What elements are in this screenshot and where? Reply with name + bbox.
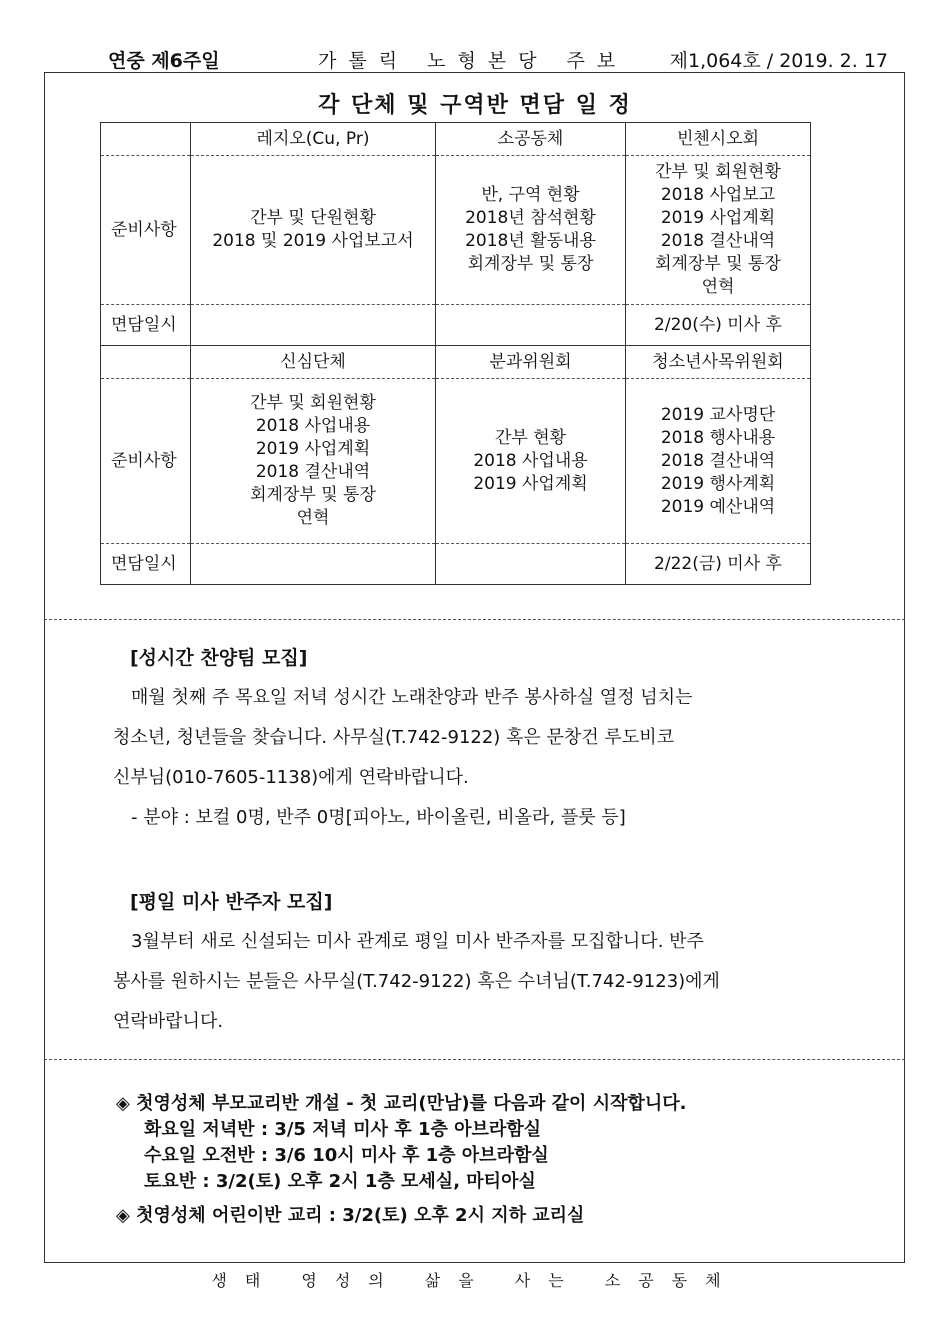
meeting-cell: 2/22(금) 미사 후: [626, 544, 811, 585]
choir-line: 신부님(010-7605-1138)에게 연락바랍니다.: [113, 767, 469, 788]
meeting-cell: [436, 544, 626, 585]
prep-cell: 간부 및 회원현황 2018 사업내용 2019 사업계획 2018 결산내역 회계장부 및 통장 연혁: [191, 379, 436, 544]
group-header-vincent: 빈첸시오회: [626, 123, 811, 156]
liturgical-week: 연중 제6주일: [108, 50, 220, 72]
group-header-committee: 분과위원회: [436, 346, 626, 379]
meeting-cell: [191, 544, 436, 585]
group-header-youth: 청소년사목위원회: [626, 346, 811, 379]
choir-line: - 분야 : 보컬 0명, 반주 0명[피아노, 바이올린, 비올라, 플룻 등]: [131, 807, 626, 828]
prep-cell: 간부 및 회원현황 2018 사업보고 2019 사업계획 2018 결산내역 회계장부 및 통장 연혁: [626, 156, 811, 305]
issue-number-date: 제1,064호 / 2019. 2. 17: [669, 50, 888, 72]
group-header-small-community: 소공동체: [436, 123, 626, 156]
table-row: [101, 156, 811, 305]
table-row: [101, 544, 811, 585]
row-label-prep: 준비사항: [101, 156, 191, 305]
row-label-meeting: 면담일시: [101, 544, 191, 585]
choir-body: [113, 678, 813, 838]
meeting-cell: [191, 305, 436, 346]
section-divider: [44, 1059, 905, 1060]
diamond-bullet-icon: ◈: [116, 1093, 130, 1114]
row-label-prep: 준비사항: [101, 379, 191, 544]
bulletin-header: [108, 46, 888, 72]
table-row: [101, 123, 811, 156]
organist-line: 3월부터 새로 신설되는 미사 관계로 평일 미사 반주자를 모집합니다. 반주: [131, 931, 704, 952]
group-header-devotional: 신심단체: [191, 346, 436, 379]
schedule-table: [100, 122, 811, 585]
diamond-bullet-icon: ◈: [116, 1205, 130, 1226]
prep-cell: 2019 교사명단 2018 행사내용 2018 결산내역 2019 행사계획 2019 예산내역: [626, 379, 811, 544]
row-label-meeting: 면담일시: [101, 305, 191, 346]
organist-line: 봉사를 원하시는 분들은 사무실(T.742-9122) 혹은 수녀님(T.742-9123)에게: [113, 971, 720, 992]
section-divider: [44, 619, 905, 620]
prep-cell: 간부 현황 2018 사업내용 2019 사업계획: [436, 379, 626, 544]
organist-body: [113, 922, 813, 1042]
choir-line: 청소년, 청년들을 찾습니다. 사무실(T.742-9122) 혹은 문창건 루도비코: [113, 727, 674, 748]
choir-title: [성시간 찬양팀 모집]: [130, 647, 308, 669]
meeting-cell: [436, 305, 626, 346]
bulletin-name: 가톨릭 노형본당 주보: [318, 50, 628, 72]
empty-cell: [101, 123, 191, 156]
prep-cell: 간부 및 단원현황 2018 및 2019 사업보고서: [191, 156, 436, 305]
parents-class-title: 첫영성체 부모교리반 개설 - 첫 교리(만남)를 다음과 같이 시작합니다.: [136, 1093, 687, 1114]
choir-line: 매월 첫째 주 목요일 저녁 성시간 노래찬양과 반주 봉사하실 열정 넘치는: [131, 687, 693, 708]
tuesday-class: 화요일 저녁반 : 3/5 저녁 미사 후 1층 아브라함실: [144, 1119, 542, 1140]
organist-line: 연락바랍니다.: [113, 1011, 224, 1032]
prep-cell: 반, 구역 현황 2018년 참석현황 2018년 활동내용 회계장부 및 통장: [436, 156, 626, 305]
table-row: [101, 346, 811, 379]
communion-notice: [116, 1091, 687, 1229]
empty-cell: [101, 346, 191, 379]
children-class: 첫영성체 어린이반 교리 : 3/2(토) 오후 2시 지하 교리실: [136, 1205, 585, 1226]
meeting-cell: 2/20(수) 미사 후: [626, 305, 811, 346]
schedule-title: 각 단체 및 구역반 면담 일 정: [318, 93, 632, 118]
wednesday-class: 수요일 오전반 : 3/6 10시 미사 후 1층 아브라함실: [144, 1145, 549, 1166]
footer-motto: 생태 영성의 삶을 사는 소공동체: [211, 1271, 739, 1290]
table-row: [101, 305, 811, 346]
saturday-class: 토요반 : 3/2(토) 오후 2시 1층 모세실, 마티아실: [144, 1171, 536, 1192]
table-row: [101, 379, 811, 544]
organist-title: [평일 미사 반주자 모집]: [130, 891, 333, 913]
group-header-legio: 레지오(Cu, Pr): [191, 123, 436, 156]
